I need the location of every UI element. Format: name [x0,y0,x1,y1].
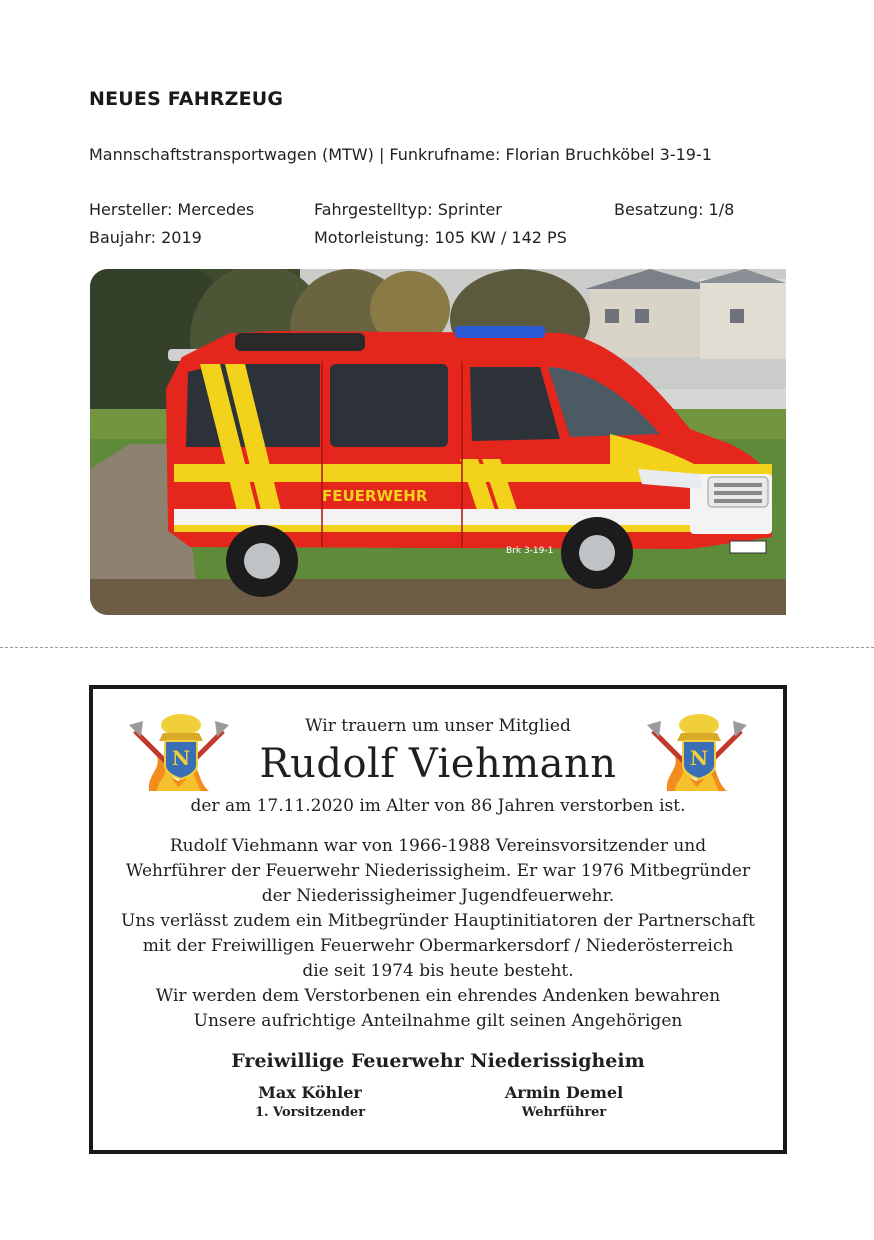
spec-year: Baujahr: 2019 [89,228,202,247]
spec-chassis: Fahrgestelltyp: Sprinter [314,200,502,219]
signatory-1 [210,1083,410,1120]
obituary-box [89,685,787,1154]
signatory-role: 1. Vorsitzender [254,1105,366,1120]
photo-side-text: FEUERWEHR [322,487,428,505]
svg-text:N: N [171,746,191,770]
obituary-text-line: Rudolf Viehmann war von 1966-1988 Vereinsvorsitzender und [169,836,707,856]
spec-engine: Motorleistung: 105 KW / 142 PS [314,228,567,247]
deceased-name: Rudolf Viehmann [259,741,617,787]
obituary-text-line: Wehrführer der Feuerwehr Niederissigheim. Er war 1976 Mitbegründer [125,861,751,881]
page-heading: NEUES FAHRZEUG [89,88,284,110]
death-line: der am 17.11.2020 im Alter von 86 Jahren verstorben ist. [190,796,686,816]
obituary-text-line: mit der Freiwilligen Feuerwehr Obermarkersdorf / Niederösterreich [142,936,734,956]
signatory-name: Max Köhler [258,1083,362,1102]
obituary-intro: Wir trauern um unser Mitglied [305,716,571,736]
signatory-role: Wehrführer [521,1105,607,1120]
svg-text:N: N [689,746,709,770]
signatory-name: Armin Demel [504,1083,624,1102]
obituary-text-line: Unsere aufrichtige Anteilnahme gilt seinen Angehörigen [193,1011,683,1031]
obituary-text-line: der Niederissigheimer Jugendfeuerwehr. [261,886,615,906]
photo-call-sign: Brk 3-19-1 [506,546,554,556]
obituary-text [93,834,783,1034]
obituary-text-line: Uns verlässt zudem ein Mitbegründer Hauptinitiatoren der Partnerschaft [121,911,755,931]
signatory-2 [464,1083,664,1120]
spec-manufacturer: Hersteller: Mercedes [89,200,255,219]
vehicle-subline: Mannschaftstransportwagen (MTW) | Funkrufname: Florian Bruchköbel 3-19-1 [89,145,712,164]
divider-line [0,647,874,648]
spec-crew: Besatzung: 1/8 [614,200,735,219]
obituary-text-line: Wir werden dem Verstorbenen ein ehrendes Andenken bewahren [155,986,721,1006]
organization-name: Freiwillige Feuerwehr Niederissigheim [231,1050,645,1072]
vehicle-photo [90,269,786,615]
obituary-text-line: die seit 1974 bis heute besteht. [302,961,574,981]
